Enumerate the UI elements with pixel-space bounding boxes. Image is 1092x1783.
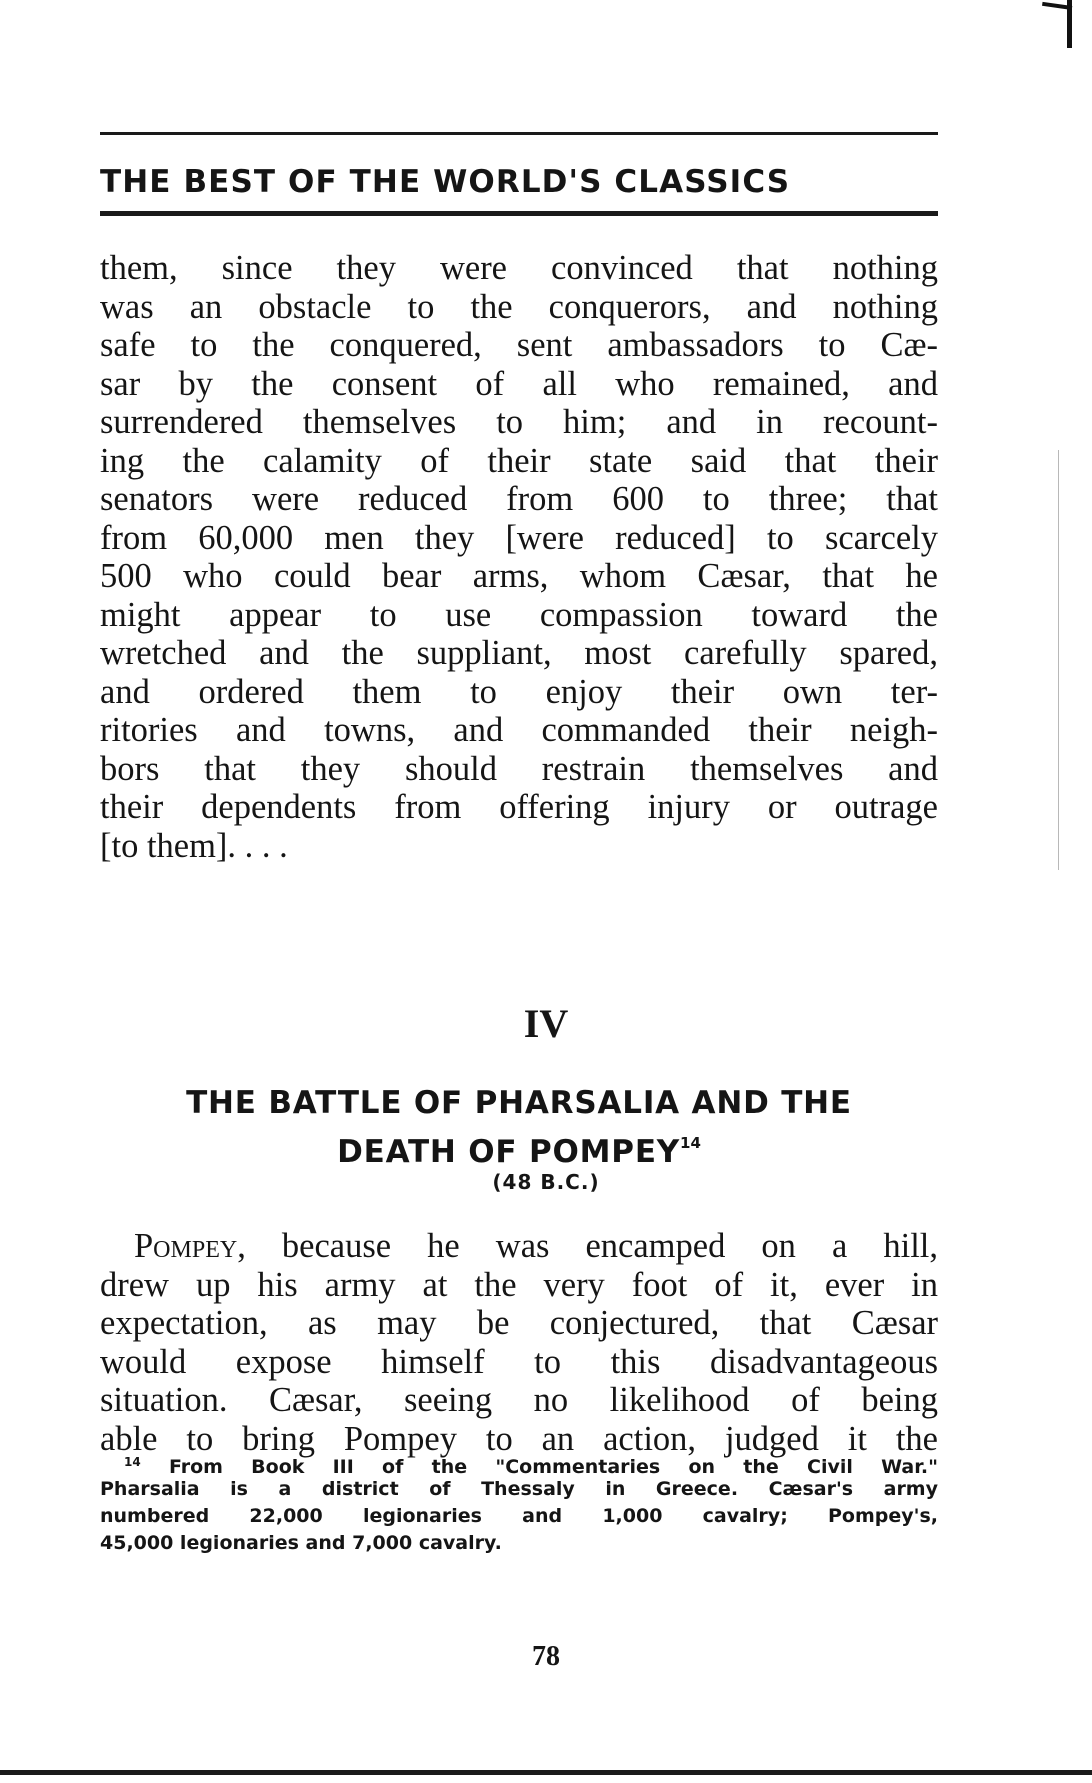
chapter-title-line-2 [100,1123,938,1172]
footnote [100,1449,938,1557]
text-line: and ordered them to enjoy their own ter- [100,672,938,711]
text-line: sar by the consent of all who remained, and [100,364,938,403]
chapter-date: (48 B.C.) [492,1170,600,1194]
text-line: their dependents from offering injury or outrage [100,788,938,826]
text-line: surrendered themselves to him; and in recount- [100,403,938,441]
text-line: would expose himself to this disadvantageous [100,1342,938,1381]
body-paragraph [100,1227,938,1458]
footnote-first-line-text: From Book III of the "Commentaries on the Civil War." [168,1456,938,1478]
text-line: safe to the conquered, sent ambassadors to Cæ- [100,326,938,364]
header-rule-bottom [100,211,938,216]
text-line: 500 who could bear arms, whom Cæsar, that he [100,557,938,595]
footnote-line: numbered 22,000 legionaries and 1,000 cavalry; Pompey's, [100,1505,938,1527]
footnote-reference: 14 [680,1134,701,1152]
footnote-line: Pharsalia is a district of Thessaly in Greece. Cæsar's army [100,1478,938,1500]
text-line: ing the calamity of their state said that their [100,441,938,480]
lead-word: Pompey [134,1227,238,1265]
text-line: expectation, as may be conjectured, that Cæsar [100,1304,938,1342]
text-line: [to them]. . . . [100,826,288,865]
footnote-marker: 14 [124,1455,141,1469]
text-line: wretched and the suppliant, most carefully spared, [100,634,938,672]
text-line: them, since they were convinced that nothing [100,249,938,287]
text-line: bors that they should restrain themselves and [100,749,938,788]
scan-bottom-edge [0,1770,1092,1775]
text-line: ritories and towns, and commanded their neigh- [100,711,938,749]
text-line: situation. Cæsar, seeing no likelihood of being [100,1381,938,1419]
text-line: from 60,000 men they [were reduced] to scarcely [100,518,938,557]
text-line: drew up his army at the very foot of it, ever in [100,1265,938,1304]
chapter-title-text: DEATH OF POMPEY [337,1134,681,1170]
first-line-rest: , because he was encamped on a hill, [237,1227,938,1265]
text-line: was an obstacle to the conquerors, and nothing [100,287,938,326]
header-rule-top [100,132,938,135]
running-head: THE BEST OF THE WORLD'S CLASSICS [100,164,791,200]
scan-edge-line [1058,450,1059,870]
footnote-line [100,1449,938,1476]
continued-paragraph [100,249,938,865]
footnote-line: 45,000 legionaries and 7,000 cavalry. [100,1532,502,1554]
text-line [100,1227,938,1266]
text-line: able to bring Pompey to an action, judged it the [100,1419,938,1458]
chapter-title [100,1083,938,1172]
chapter-title-line-1: THE BATTLE OF PHARSALIA AND THE [186,1085,852,1121]
chapter-number: IV [523,1001,569,1046]
page-number: 78 [532,1641,560,1672]
text-line: might appear to use compassion toward the [100,595,938,634]
text-line: senators were reduced from 600 to three; that [100,480,938,518]
